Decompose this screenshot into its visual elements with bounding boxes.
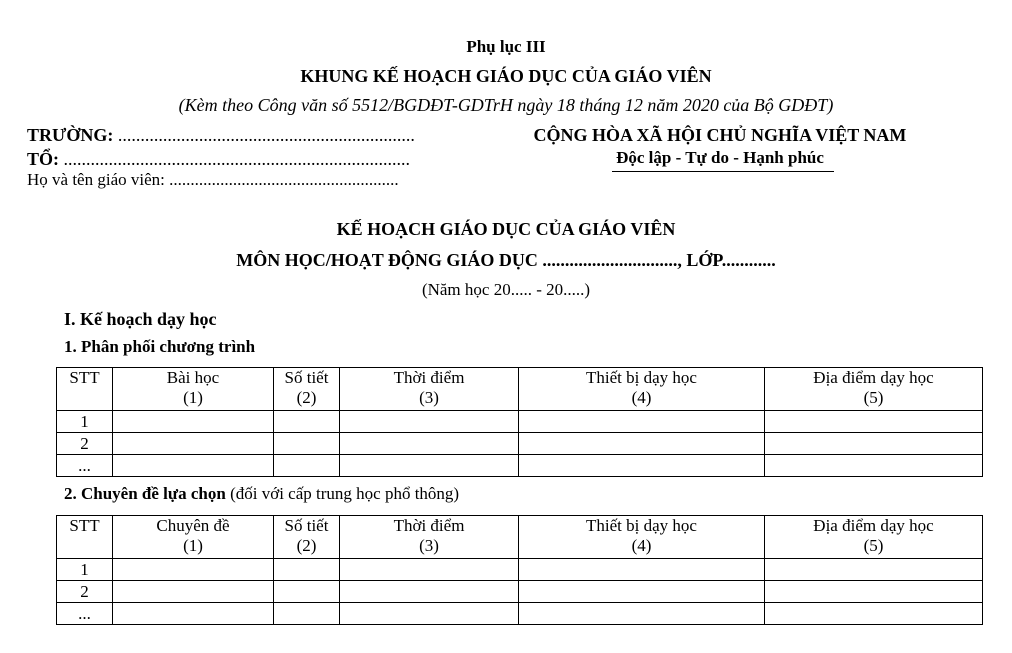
column-header: Số tiết (2) [274,516,340,559]
column-header: Thời điểm (3) [340,516,519,559]
table-cell[interactable] [274,411,340,433]
table-cell[interactable] [519,559,765,581]
table-cell[interactable] [519,411,765,433]
table-cell[interactable] [519,433,765,455]
column-header: Địa điểm dạy học (5) [765,516,983,559]
plan-year: (Năm học 20..... - 20.....) [421,280,591,299]
subsection-2-title-bold: 2. Chuyên đề lựa chọn [64,484,226,503]
table-cell[interactable] [113,455,274,477]
row-number: ... [57,603,113,625]
group-line [27,149,410,170]
table-cell[interactable] [340,559,519,581]
section-title: I. Kế hoạch dạy học [64,309,217,329]
table-cell[interactable] [113,411,274,433]
table-header-row [57,516,983,559]
column-header: Địa điểm dạy học (5) [765,368,983,411]
table-cell[interactable] [340,603,519,625]
table-cell[interactable] [519,455,765,477]
table-row [57,433,983,455]
row-number: ... [57,455,113,477]
row-number: 2 [57,581,113,603]
school-label: TRƯỜNG: [27,125,114,145]
table-row [57,411,983,433]
document-title: KHUNG KẾ HOẠCH GIÁO DỤC CỦA GIÁO VIÊN [300,66,712,86]
column-header: STT [57,516,113,559]
table-cell[interactable] [340,433,519,455]
table-header-row [57,368,983,411]
table-row [57,559,983,581]
group-label: TỔ: [27,149,60,169]
table-cell[interactable] [519,603,765,625]
school-line [27,125,415,146]
motto-underline [612,171,834,172]
table-cell[interactable] [519,581,765,603]
table-cell[interactable] [274,433,340,455]
table-cell[interactable] [765,603,983,625]
appendix-label: Phụ lục III [466,37,546,56]
table-row [57,603,983,625]
column-header: Chuyên đề (1) [113,516,274,559]
column-header: Bài học (1) [113,368,274,411]
column-header: Số tiết (2) [274,368,340,411]
column-header: Thiết bị dạy học (4) [519,516,765,559]
table-cell[interactable] [113,581,274,603]
teacher-line: Họ và tên giáo viên: ...................................................... [27,170,399,189]
subsection-2-title-note: (đối với cấp trung học phổ thông) [225,484,460,503]
document-subtitle: (Kèm theo Công văn số 5512/BGDĐT-GDTrH ngày 18 tháng 12 năm 2020 của Bộ GDĐT) [178,95,834,115]
subsection-2-title [64,484,459,504]
table-cell[interactable] [340,455,519,477]
column-header: Thiết bị dạy học (4) [519,368,765,411]
table-cell[interactable] [274,581,340,603]
table-cell[interactable] [274,603,340,625]
table-cell[interactable] [765,433,983,455]
table-row [57,581,983,603]
column-header: Thời điểm (3) [340,368,519,411]
table-row [57,455,983,477]
row-number: 1 [57,559,113,581]
plan-subject: MÔN HỌC/HOẠT ĐỘNG GIÁO DỤC .............................., LỚP............ [236,250,776,270]
table-cell[interactable] [113,559,274,581]
row-number: 2 [57,433,113,455]
program-distribution-table [56,367,983,477]
national-motto: Độc lập - Tự do - Hạnh phúc [616,148,824,167]
column-header: STT [57,368,113,411]
school-dots: .................................................................. [113,125,415,145]
table-cell[interactable] [113,433,274,455]
republic-heading: CỘNG HÒA XÃ HỘI CHỦ NGHĨA VIỆT NAM [533,125,907,145]
elective-topics-table [56,515,983,625]
table-cell[interactable] [340,411,519,433]
row-number: 1 [57,411,113,433]
table-cell[interactable] [340,581,519,603]
table-cell[interactable] [765,559,983,581]
group-dots: ............................................................................. [59,149,411,169]
plan-title: KẾ HOẠCH GIÁO DỤC CỦA GIÁO VIÊN [336,219,676,239]
subsection-1-title: 1. Phân phối chương trình [64,337,256,356]
table-cell[interactable] [274,559,340,581]
table-cell[interactable] [113,603,274,625]
table-cell[interactable] [274,455,340,477]
table-cell[interactable] [765,411,983,433]
table-cell[interactable] [765,455,983,477]
table-cell[interactable] [765,581,983,603]
